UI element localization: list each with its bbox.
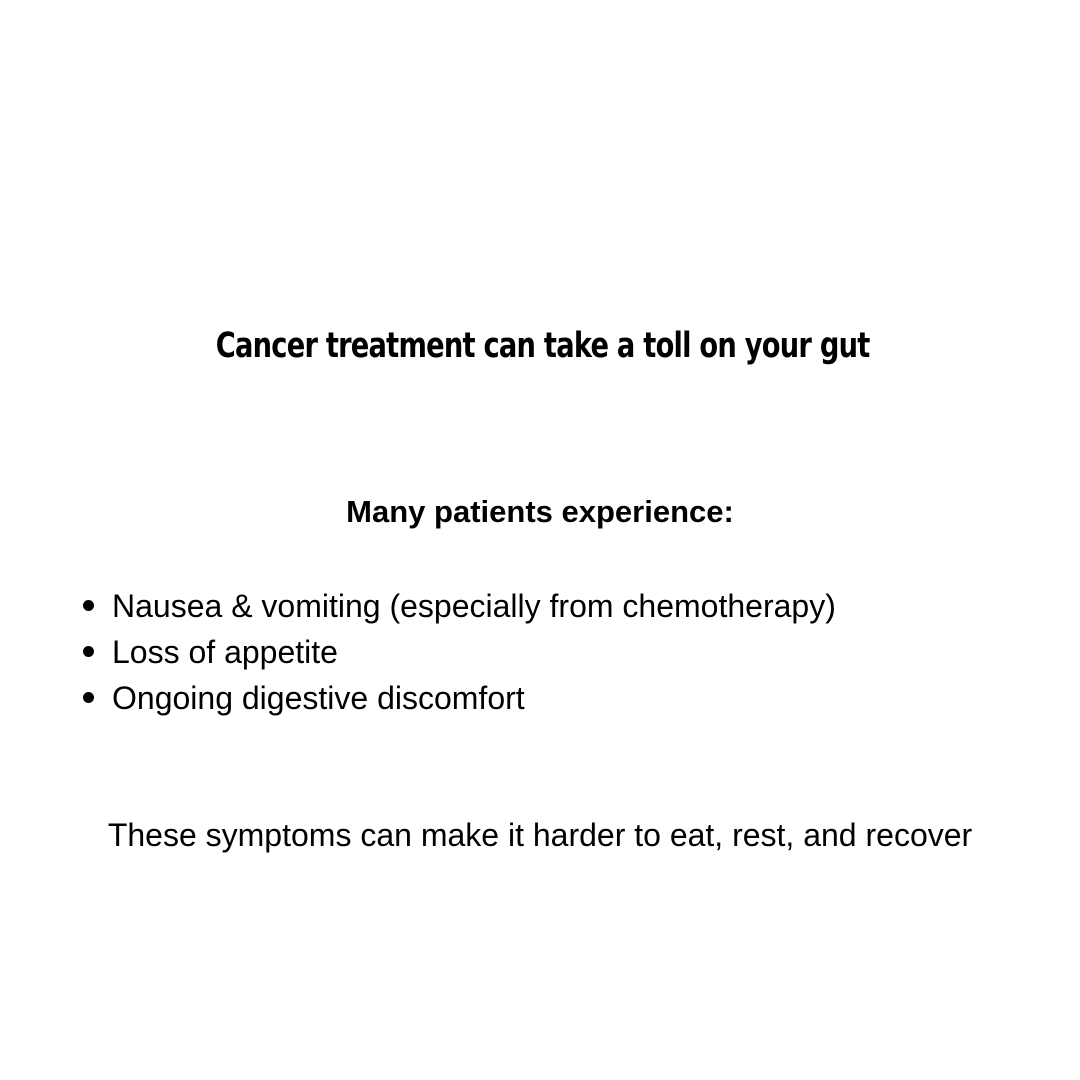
headline: Cancer treatment can take a toll on your gut	[215, 326, 870, 366]
bullet-icon	[83, 692, 94, 703]
closing-statement: These symptoms can make it harder to eat, rest, and recover	[107, 817, 973, 853]
list-item-text: Ongoing digestive discomfort	[112, 680, 525, 716]
list-item	[112, 675, 836, 721]
bullet-icon	[83, 600, 94, 611]
list-item-text: Nausea & vomiting (especially from chemotherapy)	[112, 588, 836, 624]
symptom-list	[112, 583, 836, 721]
list-item	[112, 629, 836, 675]
list-item	[112, 583, 836, 629]
list-item-text: Loss of appetite	[112, 634, 338, 670]
bullet-icon	[83, 646, 94, 657]
subheading: Many patients experience:	[346, 494, 734, 529]
